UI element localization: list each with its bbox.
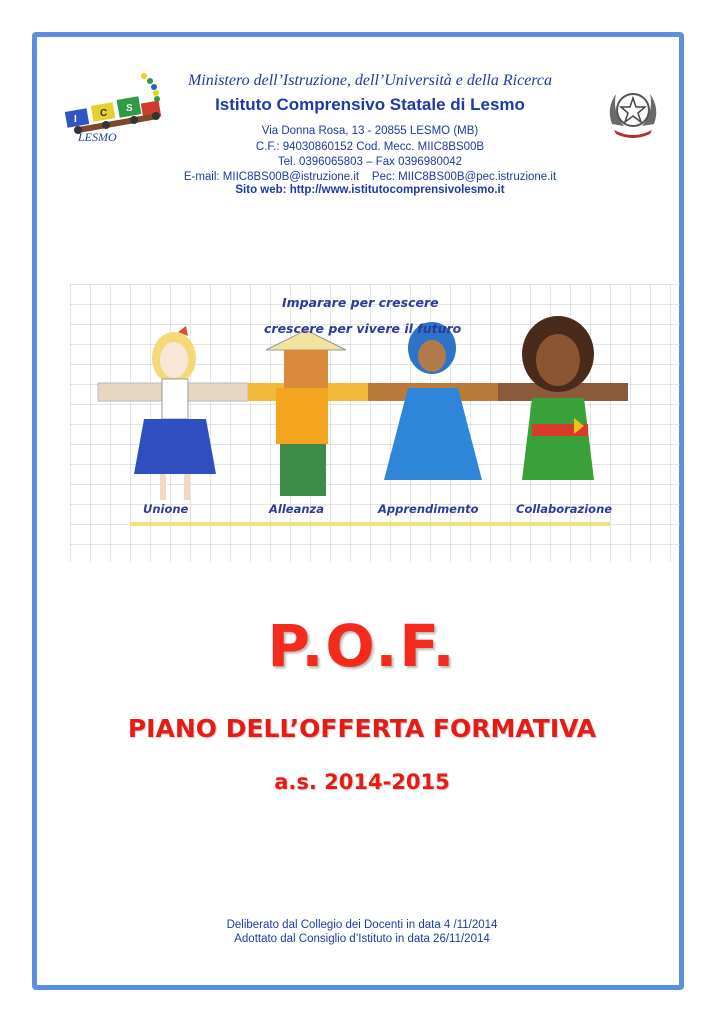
school-codes: C.F.: 94030860152 Cod. Mecc. MIIC8BS00B <box>255 141 485 153</box>
approval-college: Deliberato dal Collegio dei Docenti in data 4 /11/2014 <box>226 919 498 931</box>
ministry-name: Ministero dell’Istruzione, dell’Università e della Ricerca <box>187 72 553 89</box>
approval-council: Adottato dal Consiglio d’Istituto in data 26/11/2014 <box>234 933 490 945</box>
school-year: a.s. 2014-2015 <box>274 770 450 794</box>
republic-emblem-icon <box>602 84 664 140</box>
document-subtitle: PIANO DELL’OFFERTA FORMATIVA <box>127 714 597 743</box>
school-address: Via Donna Rosa, 13 - 20855 LESMO (MB) <box>261 125 479 137</box>
motto-line-2: crescere per vivere il futuro <box>264 321 462 336</box>
school-email: E-mail: MIIC8BS00B@istruzione.it Pec: MIIC8BS00B@pec.istruzione.it <box>183 171 557 183</box>
motto-line-1: Imparare per crescere <box>282 295 439 310</box>
logo-letter-i: I <box>74 114 77 125</box>
value-label-collaborazione: Collaborazione <box>516 502 613 516</box>
value-label-apprendimento: Apprendimento <box>378 502 479 516</box>
logo-letter-s: S <box>126 103 133 114</box>
school-website: Sito web: http://www.istitutocomprensivolesmo.it <box>235 184 505 196</box>
logo-text: LESMO <box>78 130 117 142</box>
logo-letter-c: C <box>100 108 108 119</box>
document-title: P.O.F. <box>267 612 457 680</box>
school-name: Istituto Comprensivo Statale di Lesmo <box>215 95 525 114</box>
value-label-unione: Unione <box>143 502 189 516</box>
value-label-alleanza: Alleanza <box>269 502 324 516</box>
school-phone: Tel. 0396065803 – Fax 0396980042 <box>277 156 463 168</box>
